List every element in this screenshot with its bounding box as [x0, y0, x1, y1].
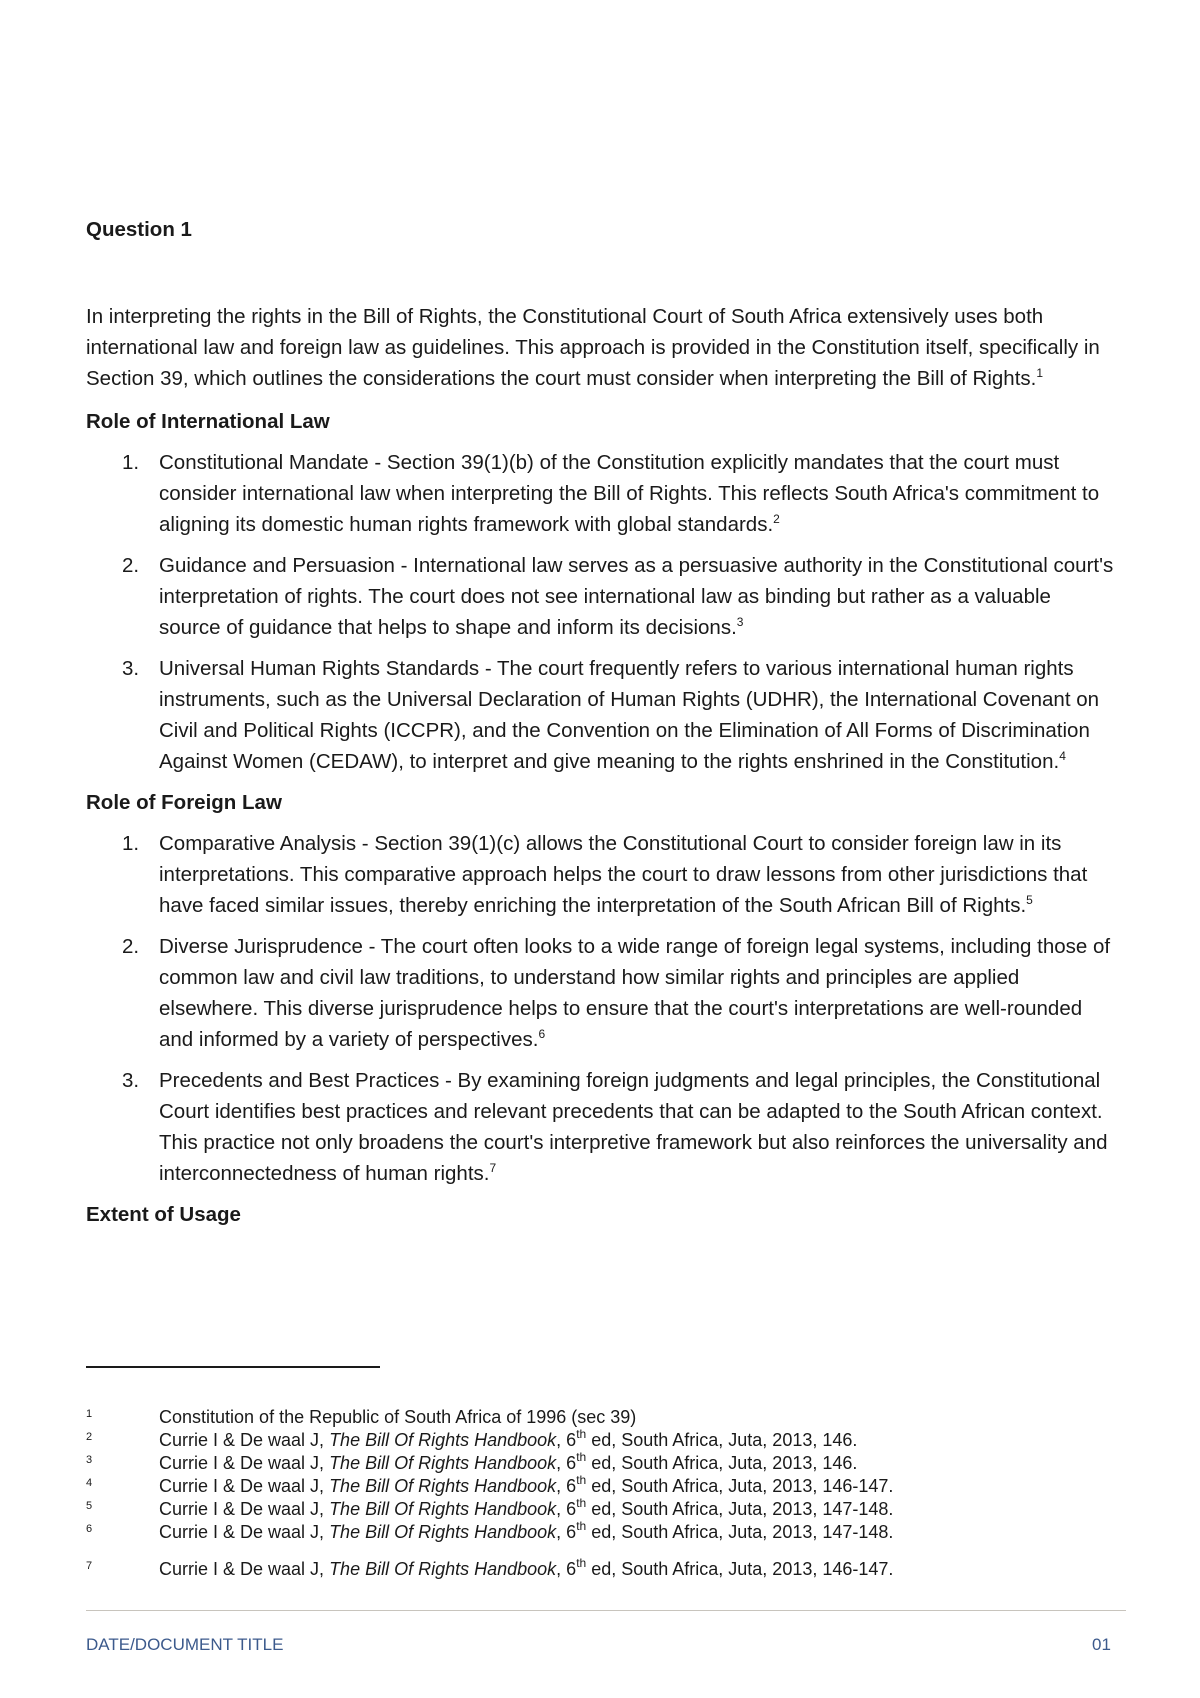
- footnote-pages: 147-148.: [822, 1499, 894, 1519]
- footnote-pages: 147-148.: [822, 1522, 894, 1542]
- footnote-book-title: The Bill Of Rights Handbook: [329, 1430, 557, 1450]
- footnote-edition: , 6: [556, 1522, 577, 1542]
- footer-title: DATE/DOCUMENT TITLE: [86, 1635, 284, 1654]
- footnote: [86, 1521, 1116, 1544]
- footnote-edition-suffix: th: [576, 1450, 587, 1464]
- footnote-edition: , 6: [556, 1430, 577, 1450]
- footnote: [86, 1429, 1116, 1452]
- footnote-separator: [86, 1366, 380, 1368]
- list-item-text: Diverse Jurisprudence - The court often looks to a wide range of foreign legal systems, including those of common law and civil law traditions, to understand how similar rights and principles are applied elsewhere. This diverse jurisprudence helps to ensure that the court's interpretations are well-rounded and informed by a variety of perspectives.: [159, 935, 1111, 1051]
- list-item-text: Precedents and Best Practices - By examining foreign judgments and legal principles, the Constitutional Court identifies best practices and relevant precedents that can be adapted to the South African context. This practice not only broadens the court's interpretive framework but also reinforces the universality and interconnectedness of human rights.: [159, 1069, 1108, 1185]
- footnote-edition-suffix: th: [576, 1556, 587, 1570]
- footnote-publisher: ed, South Africa, Juta, 2013,: [586, 1559, 823, 1579]
- footnote-mark: 2: [86, 1431, 93, 1443]
- footnote-ref: 4: [1059, 749, 1066, 763]
- page-number: 01: [1092, 1635, 1111, 1654]
- footnote-book-title: The Bill Of Rights Handbook: [329, 1499, 557, 1519]
- footnote-pages: 146.: [822, 1430, 858, 1450]
- footer-divider: [86, 1610, 1126, 1611]
- footnote: [86, 1452, 1116, 1475]
- footnote-book-title: The Bill Of Rights Handbook: [329, 1453, 557, 1473]
- footnote: [86, 1558, 1116, 1581]
- footnote-mark: 5: [86, 1500, 93, 1512]
- list-number: 1.: [122, 451, 140, 474]
- footnote-edition: , 6: [556, 1453, 577, 1473]
- footnote-book-title: The Bill Of Rights Handbook: [329, 1476, 557, 1496]
- list-item: [86, 931, 1116, 1055]
- list-number: 2.: [122, 935, 140, 958]
- section-heading-extent-of-usage: Extent of Usage: [86, 1203, 241, 1226]
- list-item: [86, 550, 1116, 643]
- list-item: [86, 828, 1116, 921]
- international-law-list: [86, 447, 1116, 777]
- footnote-ref: 5: [1026, 893, 1033, 907]
- citation-footnotes: [86, 1429, 1116, 1581]
- footnote-edition-suffix: th: [576, 1427, 587, 1441]
- list-item: [86, 1065, 1116, 1189]
- footnote-author: Currie I & De waal J,: [159, 1476, 330, 1496]
- footnote-edition-suffix: th: [576, 1496, 587, 1510]
- list-item-text: Comparative Analysis - Section 39(1)(c) allows the Constitutional Court to consider foreign law in its interpretations. This comparative approach helps the court to draw lessons from other jurisdictions that have faced similar issues, thereby enriching the interpretation of the South African Bill of Rights.: [159, 832, 1088, 917]
- section-heading-international-law: Role of International Law: [86, 410, 330, 433]
- footnote-publisher: ed, South Africa, Juta, 2013,: [586, 1476, 823, 1496]
- list-item-text: Constitutional Mandate - Section 39(1)(b) of the Constitution explicitly mandates that the court must consider international law when interpreting the Bill of Rights. This reflects South Africa's commitment to aligning its domestic human rights framework with global standards.: [159, 451, 1100, 536]
- footnote-book-title: The Bill Of Rights Handbook: [329, 1522, 557, 1542]
- list-item: [86, 653, 1116, 777]
- intro-text: In interpreting the rights in the Bill of Rights, the Constitutional Court of South Africa extensively uses both international law and foreign law as guidelines. This approach is provided in the Constitution itself, specifically in Section 39, which outlines the considerations the court must consider when interpreting the Bill of Rights.: [86, 305, 1100, 390]
- footnote-author: Currie I & De waal J,: [159, 1559, 330, 1579]
- list-number: 3.: [122, 657, 140, 680]
- footnote-edition-suffix: th: [576, 1519, 587, 1533]
- footnote-ref: 7: [489, 1161, 497, 1175]
- footnote-ref: 6: [538, 1027, 546, 1041]
- footnote-publisher: ed, South Africa, Juta, 2013,: [586, 1522, 823, 1542]
- footnote-book-title: The Bill Of Rights Handbook: [329, 1559, 557, 1579]
- footnote-pages: 146.: [822, 1453, 858, 1473]
- footnotes: [86, 1406, 1116, 1581]
- footnote-edition: , 6: [556, 1499, 577, 1519]
- footnote: [86, 1498, 1116, 1521]
- question-title: Question 1: [86, 218, 192, 241]
- footnote-pages: 146-147.: [822, 1559, 894, 1579]
- footnote-edition-suffix: th: [576, 1473, 587, 1487]
- footnote: [86, 1406, 1116, 1429]
- list-item-text: Guidance and Persuasion - International law serves as a persuasive authority in the Constitutional court's interpretation of rights. The court does not see international law as binding but rather as a valuable source of guidance that helps to shape and inform its decisions.: [159, 554, 1114, 639]
- footnote-pages: 146-147.: [822, 1476, 894, 1496]
- section-heading-foreign-law: Role of Foreign Law: [86, 791, 282, 814]
- list-item-text: Universal Human Rights Standards - The court frequently refers to various international human rights instruments, such as the Universal Declaration of Human Rights (UDHR), the International Covenant on Civil and Political Rights (ICCPR), and the Convention on the Elimination of All Forms of Discrimination Against Women (CEDAW), to interpret and give meaning to the rights enshrined in the Constitution.: [159, 657, 1100, 773]
- list-number: 3.: [122, 1069, 140, 1092]
- foreign-law-list: [86, 828, 1116, 1189]
- footnote-edition: , 6: [556, 1559, 577, 1579]
- footnote-mark: 7: [86, 1560, 93, 1572]
- footnote-text: Constitution of the Republic of South Africa of 1996 (sec 39): [159, 1407, 637, 1427]
- intro-paragraph: [86, 301, 1116, 394]
- footnote-author: Currie I & De waal J,: [159, 1430, 330, 1450]
- footnote: [86, 1475, 1116, 1498]
- footnote-mark: 4: [86, 1477, 93, 1489]
- list-number: 2.: [122, 554, 140, 577]
- list-number: 1.: [122, 832, 140, 855]
- footnote-publisher: ed, South Africa, Juta, 2013,: [586, 1430, 823, 1450]
- footnote-mark: 3: [86, 1454, 93, 1466]
- footnote-ref: 3: [736, 615, 744, 629]
- footnote-author: Currie I & De waal J,: [159, 1453, 330, 1473]
- footnote-author: Currie I & De waal J,: [159, 1522, 330, 1542]
- footnote-mark: 6: [86, 1523, 93, 1535]
- footnote-ref: 2: [773, 512, 780, 526]
- document-body: [86, 214, 1116, 1240]
- footnote-publisher: ed, South Africa, Juta, 2013,: [586, 1499, 823, 1519]
- footnote-publisher: ed, South Africa, Juta, 2013,: [586, 1453, 823, 1473]
- footnote-author: Currie I & De waal J,: [159, 1499, 330, 1519]
- footnote-mark: 1: [86, 1408, 93, 1420]
- footnote-edition: , 6: [556, 1476, 577, 1496]
- footnote-ref: 1: [1036, 366, 1044, 380]
- list-item: [86, 447, 1116, 540]
